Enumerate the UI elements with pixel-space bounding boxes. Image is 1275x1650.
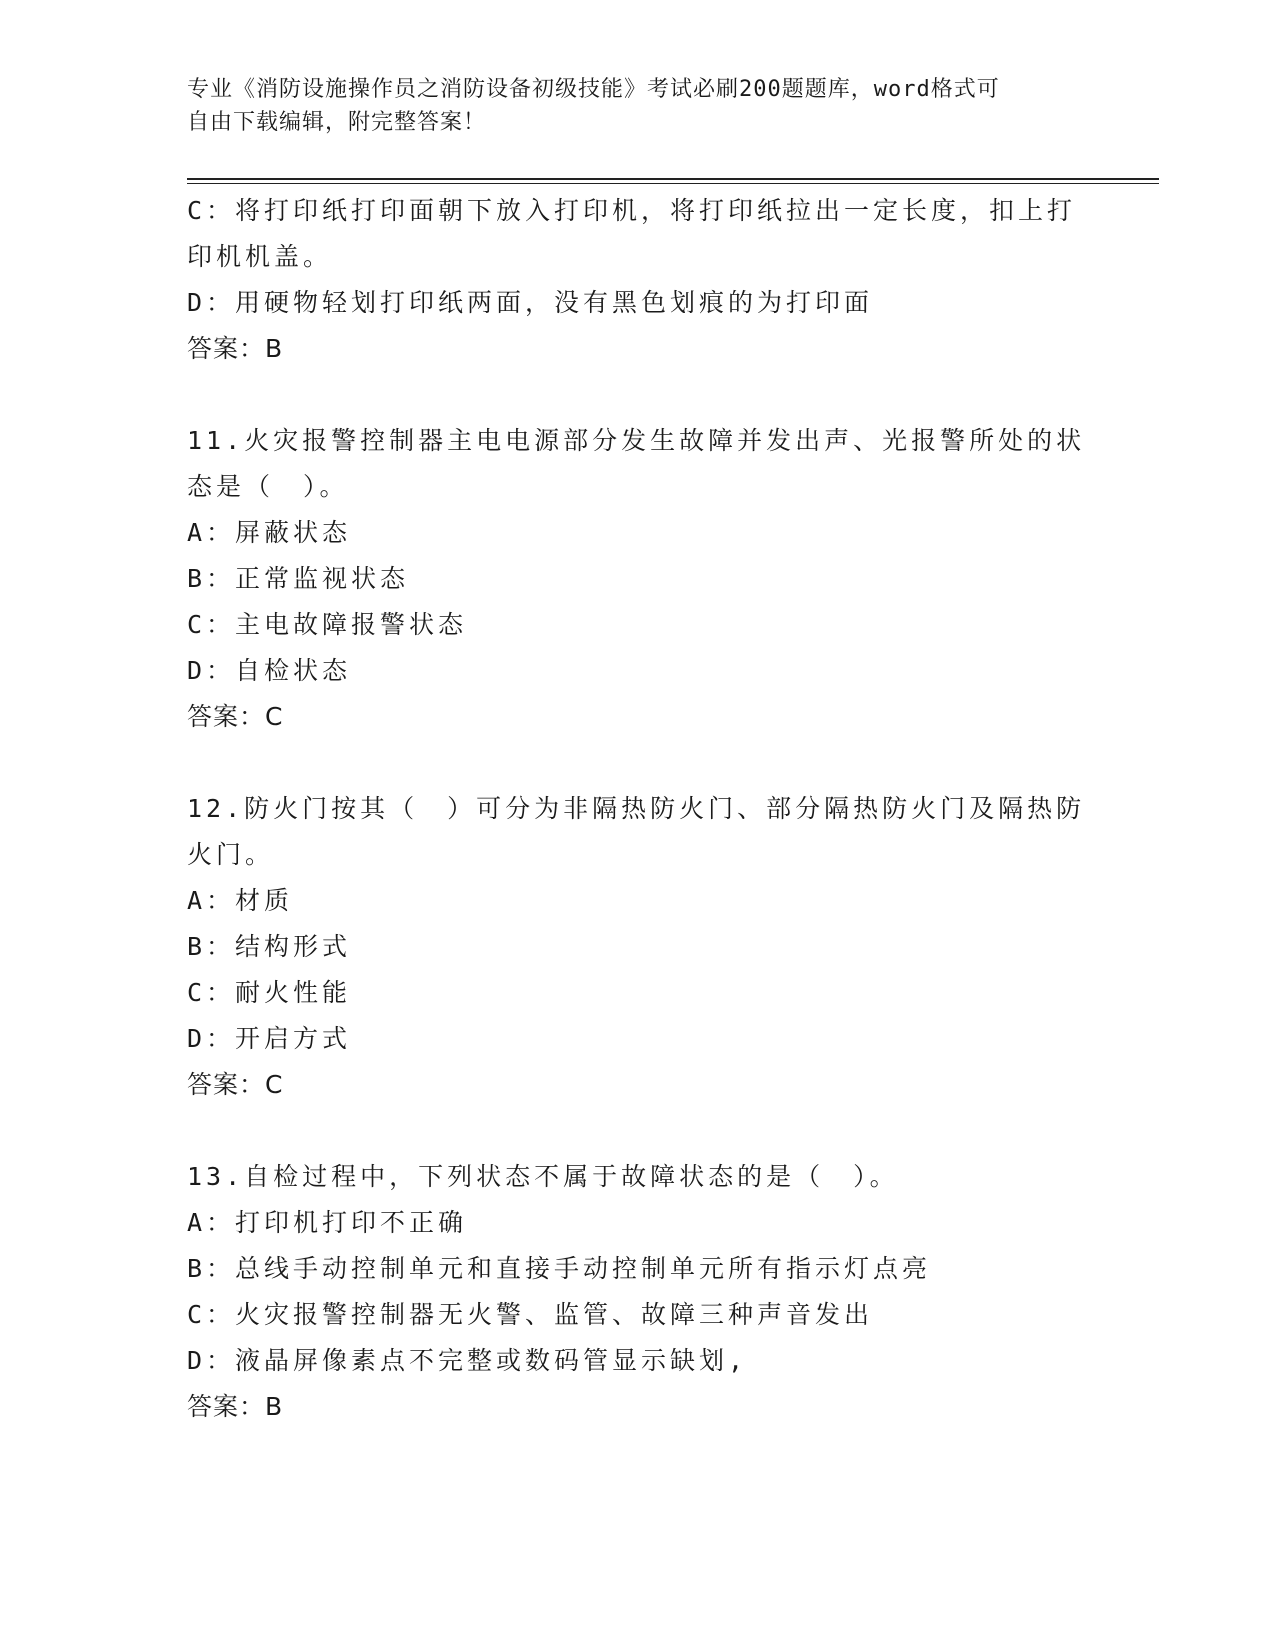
answer-line: 答案：C xyxy=(187,1070,284,1099)
option-c: C：耐火性能 xyxy=(187,978,352,1007)
question-stem-continued: 火门。 xyxy=(187,840,275,869)
option-a: A：打印机打印不正确 xyxy=(187,1208,468,1237)
answer-line: 答案：C xyxy=(187,702,284,731)
option-b: B：总线手动控制单元和直接手动控制单元所有指示灯点亮 xyxy=(187,1254,932,1283)
spacer xyxy=(187,372,1087,418)
header-line-2: 自由下载编辑，附完整答案！ xyxy=(187,110,487,135)
option-c: C：将打印纸打印面朝下放入打印机，将打印纸拉出一定长度，扣上打 xyxy=(187,196,1077,225)
spacer xyxy=(187,740,1087,786)
question-stem: 13.自检过程中，下列状态不属于故障状态的是（ ）。 xyxy=(187,1162,899,1191)
option-a: A：屏蔽状态 xyxy=(187,518,352,547)
option-d: D：用硬物轻划打印纸两面，没有黑色划痕的为打印面 xyxy=(187,288,874,317)
option-b: B：结构形式 xyxy=(187,932,352,961)
spacer xyxy=(187,1108,1087,1154)
answer-line: 答案：B xyxy=(187,334,284,363)
header-line-1: 专业《消防设施操作员之消防设备初级技能》考试必刷200题题库，word格式可 xyxy=(187,77,1000,102)
question-block-11 xyxy=(187,418,1087,740)
option-c: C：主电故障报警状态 xyxy=(187,610,468,639)
question-stem-continued: 态是（ ）。 xyxy=(187,472,349,501)
header-divider-thin xyxy=(187,183,1159,184)
header-divider-thick xyxy=(187,178,1159,180)
option-a: A：材质 xyxy=(187,886,294,915)
question-list xyxy=(187,188,1087,1430)
option-d: D：液晶屏像素点不完整或数码管显示缺划, xyxy=(187,1346,748,1375)
option-d: D：自检状态 xyxy=(187,656,352,685)
document-header xyxy=(187,73,1087,139)
question-block-10 xyxy=(187,188,1087,372)
option-d: D：开启方式 xyxy=(187,1024,352,1053)
answer-line: 答案：B xyxy=(187,1392,284,1421)
question-block-12 xyxy=(187,786,1087,1108)
question-block-13 xyxy=(187,1154,1087,1430)
option-c-continued: 印机机盖。 xyxy=(187,242,333,271)
question-stem: 12.防火门按其（ ）可分为非隔热防火门、部分隔热防火门及隔热防 xyxy=(187,794,1086,823)
question-stem: 11.火灾报警控制器主电电源部分发生故障并发出声、光报警所处的状 xyxy=(187,426,1086,455)
option-b: B：正常监视状态 xyxy=(187,564,410,593)
option-c: C：火灾报警控制器无火警、监管、故障三种声音发出 xyxy=(187,1300,874,1329)
